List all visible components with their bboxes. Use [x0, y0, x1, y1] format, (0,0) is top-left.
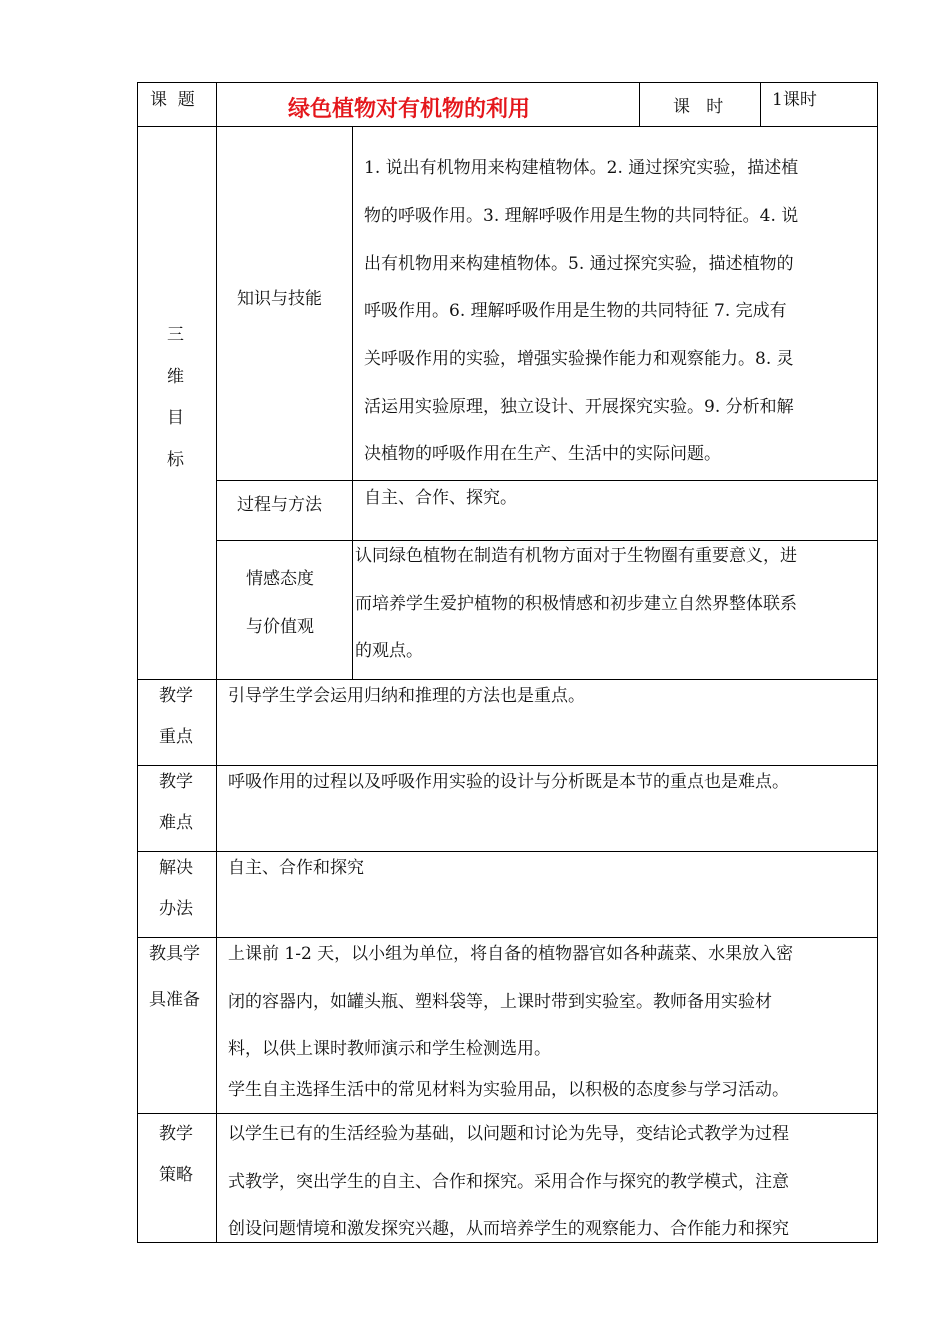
- section-char: 三: [167, 325, 184, 345]
- divider: [137, 937, 878, 938]
- materials-line: 学生自主选择生活中的常见材料为实验用品，以积极的态度参与学习活动。: [228, 1080, 789, 1100]
- lesson-title: 绿色植物对有机物的利用: [288, 97, 531, 122]
- divider: [137, 126, 878, 127]
- solution-label: 办法: [159, 899, 193, 919]
- table-border-top: [137, 82, 878, 83]
- knowledge-line: 呼吸作用。6. 理解呼吸作用是生物的共同特征 7. 完成有: [364, 301, 787, 321]
- difficulties-label: 难点: [159, 813, 193, 833]
- topic-label: 课 题: [150, 90, 195, 110]
- materials-line: 料，以供上课时教师演示和学生检测选用。: [228, 1039, 551, 1059]
- difficulties-text: 呼吸作用的过程以及呼吸作用实验的设计与分析既是本节的重点也是难点。: [228, 772, 789, 792]
- table-border-left: [137, 82, 138, 1243]
- solution-label: 解决: [159, 858, 193, 878]
- divider: [216, 480, 878, 481]
- materials-label: 具准备: [149, 990, 200, 1010]
- divider: [137, 765, 878, 766]
- emotion-label: 情感态度: [246, 569, 314, 589]
- materials-line: 上课前 1-2 天，以小组为单位，将自备的植物器官如各种蔬菜、水果放入密: [228, 944, 794, 964]
- solution-text: 自主、合作和探究: [228, 858, 364, 878]
- divider: [137, 679, 878, 680]
- divider: [137, 851, 878, 852]
- section-char: 标: [167, 450, 184, 470]
- strategy-line: 式教学，突出学生的自主、合作和探究。采用合作与探究的教学模式，注意: [228, 1172, 789, 1192]
- table-border-right: [877, 82, 878, 1243]
- divider: [137, 1113, 878, 1114]
- process-label: 过程与方法: [237, 495, 322, 515]
- materials-label: 教具学: [149, 944, 200, 964]
- knowledge-line: 活运用实验原理，独立设计、开展探究实验。9. 分析和解: [364, 397, 794, 417]
- emotion-line: 而培养学生爱护植物的积极情感和初步建立自然界整体联系: [355, 594, 797, 614]
- knowledge-label: 知识与技能: [237, 289, 322, 309]
- key-points-label: 重点: [159, 727, 193, 747]
- strategy-line: 以学生已有的生活经验为基础，以问题和讨论为先导，变结论式教学为过程: [228, 1124, 789, 1144]
- divider: [352, 126, 353, 679]
- divider: [639, 82, 640, 127]
- divider: [216, 540, 878, 541]
- emotion-label: 与价值观: [246, 617, 314, 637]
- section-char: 维: [167, 367, 184, 387]
- process-text: 自主、合作、探究。: [364, 488, 517, 508]
- knowledge-line: 关呼吸作用的实验，增强实验操作能力和观察能力。8. 灵: [364, 349, 794, 369]
- table-border-bottom: [137, 1242, 878, 1243]
- period-value: 1课时: [772, 90, 817, 110]
- knowledge-line: 1. 说出有机物用来构建植物体。2. 通过探究实验，描述植: [364, 158, 799, 178]
- strategy-label: 教学: [159, 1124, 193, 1144]
- knowledge-line: 决植物的呼吸作用在生产、生活中的实际问题。: [364, 444, 721, 464]
- period-label: 课 时: [673, 97, 724, 117]
- emotion-line: 认同绿色植物在制造有机物方面对于生物圈有重要意义，进: [355, 546, 797, 566]
- materials-line: 闭的容器内，如罐头瓶、塑料袋等，上课时带到实验室。教师备用实验材: [228, 992, 772, 1012]
- key-points-label: 教学: [159, 686, 193, 706]
- key-points-text: 引导学生学会运用归纳和推理的方法也是重点。: [228, 686, 585, 706]
- knowledge-line: 物的呼吸作用。3. 理解呼吸作用是生物的共同特征。4. 说: [364, 206, 799, 226]
- strategy-label: 策略: [159, 1165, 193, 1185]
- section-char: 目: [167, 408, 184, 428]
- emotion-line: 的观点。: [355, 641, 423, 661]
- strategy-line: 创设问题情境和激发探究兴趣，从而培养学生的观察能力、合作能力和探究: [228, 1219, 789, 1239]
- divider: [760, 82, 761, 127]
- knowledge-line: 出有机物用来构建植物体。5. 通过探究实验，描述植物的: [364, 254, 794, 274]
- difficulties-label: 教学: [159, 772, 193, 792]
- divider: [216, 82, 217, 1243]
